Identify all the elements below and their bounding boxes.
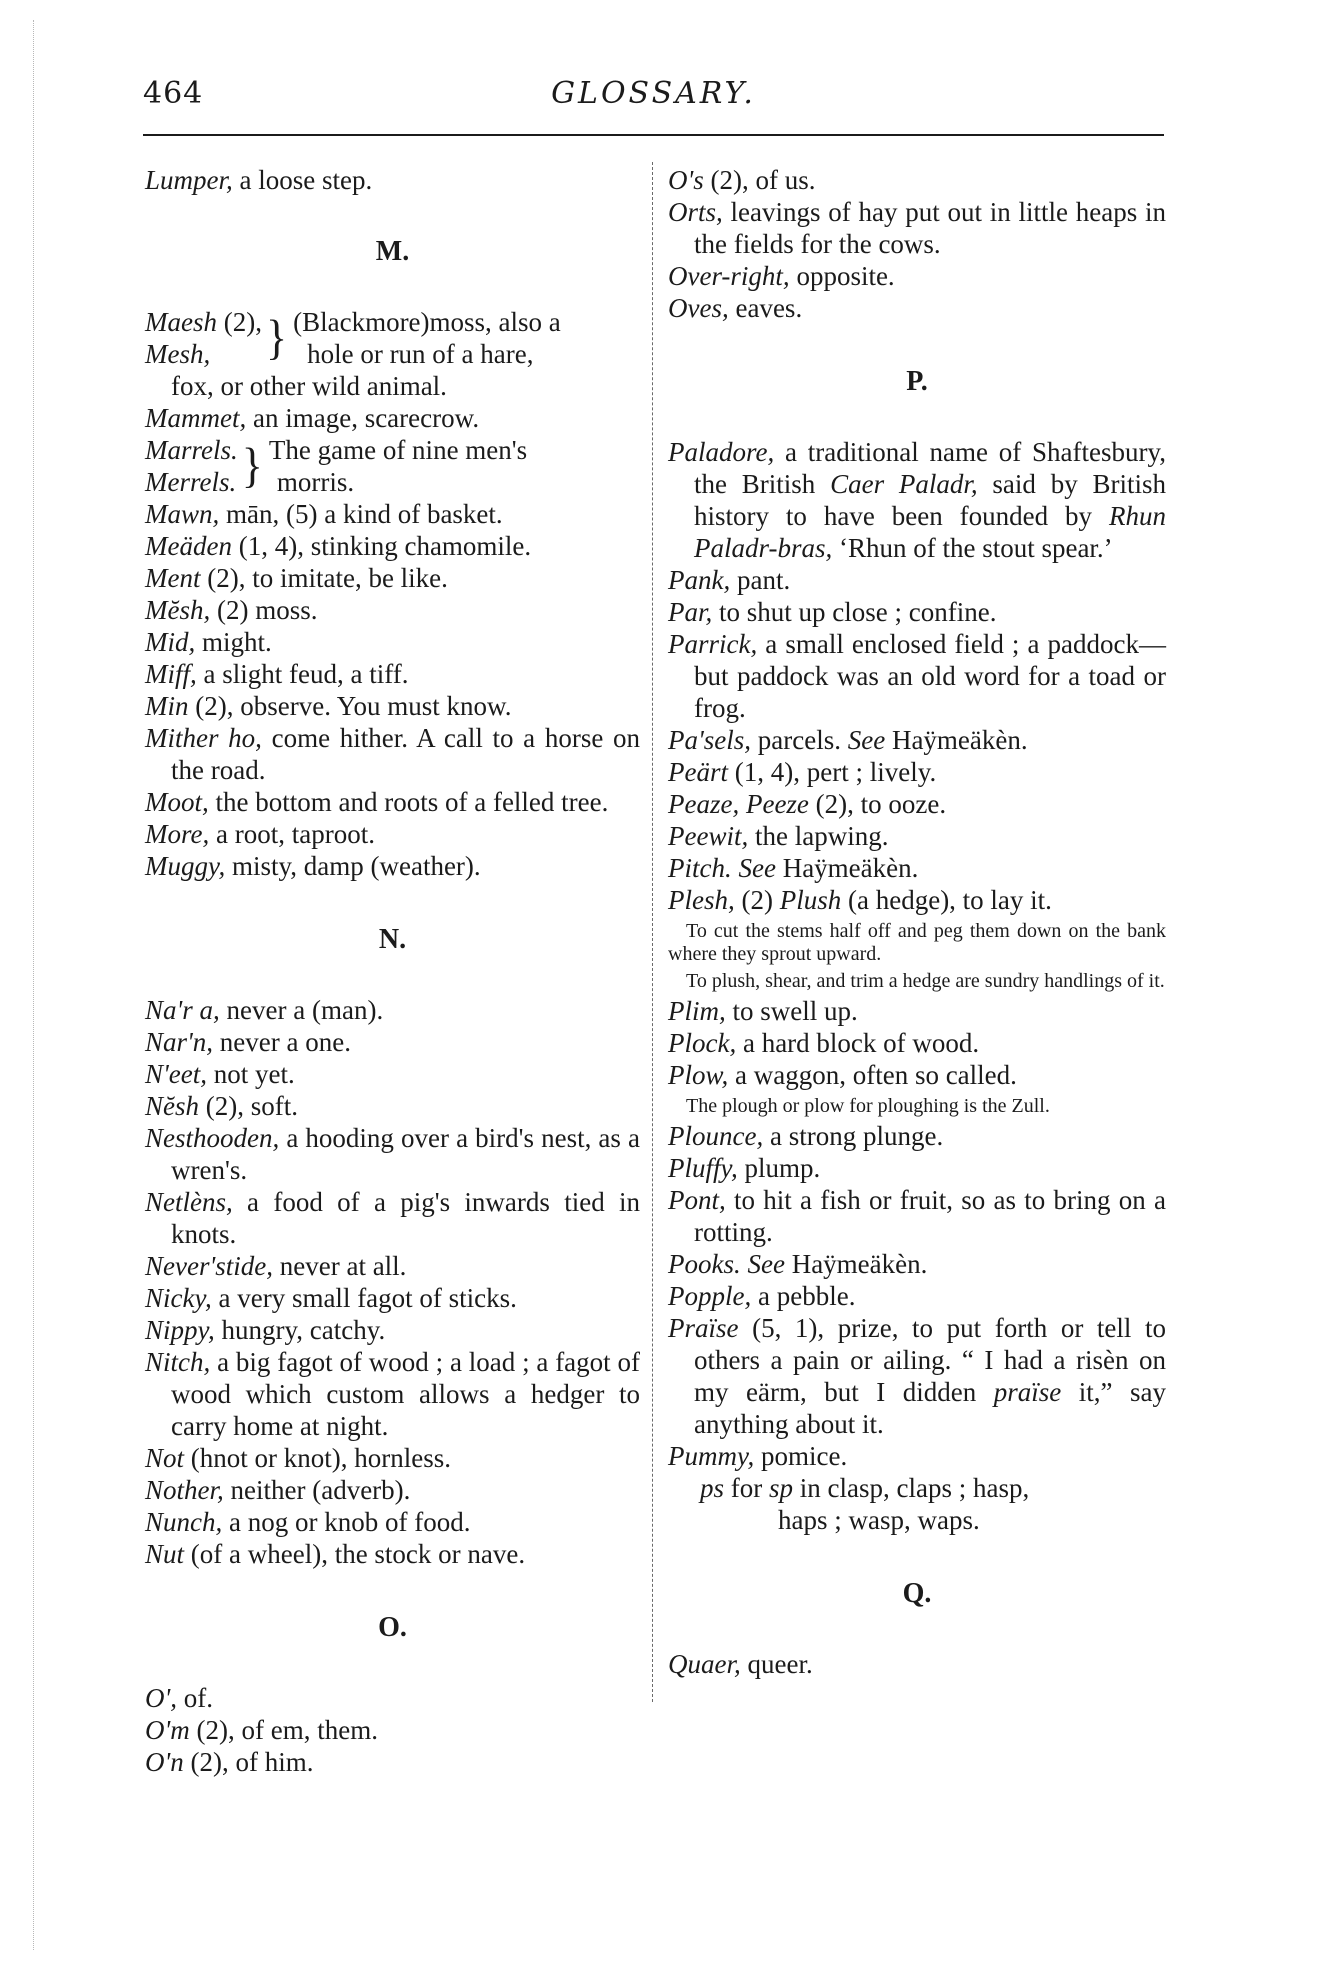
note-ps-sp-cont: haps ; wasp, waps. (778, 1505, 980, 1535)
entry-plock (668, 1027, 1166, 1059)
definition-continued: fox, or other wild animal. (171, 371, 447, 401)
definition: a food of a pig's inwards tied in knots. (171, 1187, 640, 1249)
entry-nesh (145, 1090, 640, 1122)
section-heading-o: O. (378, 1612, 407, 1643)
page-number: 464 (143, 76, 204, 111)
definition: not yet. (207, 1059, 295, 1089)
entry-plim (668, 995, 1166, 1027)
column-divider (652, 162, 653, 1702)
headword: Nut (145, 1539, 185, 1569)
headword: Pluffy, (668, 1153, 738, 1183)
definition: neither (adverb). (223, 1475, 411, 1505)
headword: Mid, (145, 627, 196, 657)
headword: Muggy, (145, 851, 226, 881)
entry-neet (145, 1058, 640, 1090)
entry-pitch: Pitch. See Haÿmeäkèn. (668, 853, 919, 883)
entry-maesh-mesh: Maesh (2), Mesh, } (Blackmore)moss, also a hole or run of a hare, (145, 306, 640, 370)
note-plesh-2: To plush, shear, and trim a hedge are sundry handlings of it. (686, 970, 1165, 992)
headword: Pont, (668, 1185, 726, 1215)
section-heading-n: N. (378, 924, 407, 955)
definition: (of a wheel), the stock or nave. (184, 1539, 526, 1569)
entry-oves (668, 292, 1166, 324)
definition: a strong plunge. (763, 1121, 944, 1151)
headword: Maesh (145, 307, 217, 337)
headword: N'eet, (145, 1059, 208, 1089)
section-heading-p: P. (906, 366, 928, 397)
definition: a slight feud, a tiff. (196, 659, 409, 689)
page-title: GLOSSARY. (551, 76, 756, 111)
headword: Popple, (668, 1281, 752, 1311)
definition: a nog or knob of food. (222, 1507, 471, 1537)
headword: Miff, (145, 659, 197, 689)
entry-pooks: Pooks. See Haÿmeäkèn. (668, 1249, 928, 1279)
definition: a big fagot of wood ; a load ; a fagot of wood which custom allows a hedger to carry home at night. (171, 1347, 640, 1441)
entry-nitch (145, 1346, 640, 1442)
entry-plesh: Plesh, (2) Plush (a hedge), to lay it. (668, 885, 1052, 915)
definition: The game of nine men's (268, 435, 528, 465)
section-heading-m: M. (375, 236, 410, 267)
definition: (2) moss. (210, 595, 318, 625)
headword: Nar'n, (145, 1027, 214, 1057)
headword: Mawn, (145, 499, 220, 529)
headword: Nĕsh (145, 1091, 199, 1121)
headword: Nunch, (145, 1507, 223, 1537)
entry-o (145, 1682, 640, 1714)
entry-mesh-moss (145, 594, 640, 626)
headword: Meäden (145, 531, 232, 561)
entry-more (145, 818, 640, 850)
entry-marrels-merrels (145, 434, 640, 498)
headword: Plesh, (668, 885, 735, 915)
headword: Moot, (145, 787, 209, 817)
headword: Peaze, (668, 789, 740, 819)
definition: hungry, catchy. (214, 1315, 386, 1345)
entry-muggy (145, 850, 640, 882)
entry-mawn (145, 498, 640, 530)
entry-moot (145, 786, 640, 818)
definition: pant. (730, 565, 791, 595)
entry-os (668, 164, 1166, 196)
headword: Pitch. (668, 853, 732, 883)
headword: Plock, (668, 1028, 737, 1058)
definition: to hit a fish or fruit, so as to bring on a rotting. (694, 1185, 1166, 1247)
definition: opposite. (789, 261, 895, 291)
definition: never at all. (273, 1251, 407, 1281)
headword: More, (145, 819, 210, 849)
definition: a loose step. (232, 165, 373, 195)
page-header (143, 76, 1164, 124)
entry-pank (668, 564, 1166, 596)
definition: of. (177, 1683, 214, 1713)
entry-parrick (668, 628, 1166, 724)
entry-plounce (668, 1120, 1166, 1152)
headword: Nother, (145, 1475, 224, 1505)
entry-nar-a (145, 994, 640, 1026)
headword: Mither ho, (145, 723, 262, 753)
brace-glyph: } (241, 438, 263, 493)
definition: might. (195, 627, 272, 657)
entry-quaer: Quaer, queer. (668, 1649, 813, 1679)
entry-pluffy (668, 1152, 1166, 1184)
entry-paladore: Paladore, a traditional name of Shaftesbury, the British Caer Paladr, said by British history to have been founded by Rhun Paladr-bras, ‘Rhun of the stout spear.’ (668, 437, 1166, 563)
entry-nunch (145, 1506, 640, 1538)
definition: a waggon, often so called. (728, 1060, 1017, 1090)
note-plesh-1: To cut the stems half off and peg them down on the bank where they sprout upward. (668, 920, 1166, 965)
headword: Par, (668, 597, 713, 627)
entry-mither-ho (145, 722, 640, 786)
entry-ment (145, 562, 640, 594)
definition: (hnot or knot), hornless. (184, 1443, 451, 1473)
definition: (2), of us. (703, 165, 816, 195)
headword: Nippy, (145, 1315, 215, 1345)
entry-meaden (145, 530, 640, 562)
headword: Ment (145, 563, 201, 593)
headword: Lumper, (145, 165, 233, 195)
definition: to swell up. (725, 996, 858, 1026)
entry-mid (145, 626, 640, 658)
definition: (1, 4), stinking chamomile. (231, 531, 532, 561)
headword: Oves, (668, 293, 729, 323)
section-heading-q: Q. (902, 1578, 932, 1609)
definition: come hither. A call to a horse on the road. (171, 723, 640, 785)
headword: Peärt (668, 757, 728, 787)
right-column (668, 164, 1166, 1680)
entry-netlens (145, 1186, 640, 1250)
definition: (2), of him. (183, 1747, 314, 1777)
headword: O's (668, 165, 704, 195)
definition: (Blackmore)moss, also a (293, 307, 561, 337)
headword: Nicky, (145, 1283, 212, 1313)
definition: (2), soft. (199, 1091, 298, 1121)
note-ps-sp: ps for sp in clasp, claps ; hasp, (700, 1473, 1030, 1503)
entry-peewit: Peewit, the lapwing. (668, 821, 889, 851)
headword: Mesh, (145, 339, 211, 369)
entry-min (145, 690, 640, 722)
definition: an image, scarecrow. (246, 403, 480, 433)
headword: O', (145, 1683, 178, 1713)
headword: Praïse (668, 1313, 739, 1343)
entry-peaze: Peaze, Peeze (2), to ooze. (668, 789, 947, 819)
headword: Over-right, (668, 261, 790, 291)
page-edge-dots (33, 20, 34, 1950)
headword: O'n (145, 1747, 184, 1777)
headword: Never'stide, (145, 1251, 273, 1281)
headword: Orts, (668, 197, 723, 227)
headword: Plush (779, 885, 842, 915)
headword: Mĕsh, (145, 595, 211, 625)
definition: hole or run of a hare, (307, 339, 534, 369)
headword: Na'r a, (145, 995, 220, 1025)
headword: Pummy, (668, 1441, 755, 1471)
headword: Peewit, (668, 821, 749, 851)
entry-nesthooden (145, 1122, 640, 1186)
headword: Plim, (668, 996, 726, 1026)
headword: Quaer, (668, 1649, 741, 1679)
entry-praise: Praïse (5, 1), prize, to put forth or tell to others a pain or ailing. “ I had a risèn on my eärm, but I didden praïse it,” say anything about it. (668, 1313, 1166, 1439)
entry-par (668, 596, 1166, 628)
definition: never a (man). (219, 995, 384, 1025)
headword: Paladore, (668, 437, 775, 467)
entry-orts (668, 196, 1166, 260)
entry-pasels: Pa'sels, parcels. See Haÿmeäkèn. (668, 725, 1028, 755)
definition: misty, damp (weather). (225, 851, 481, 881)
definition: morris. (276, 467, 355, 497)
entry-not (145, 1442, 640, 1474)
headword: Marrels. (145, 435, 238, 465)
definition: a very small fagot of sticks. (211, 1283, 517, 1313)
entry-miff (145, 658, 640, 690)
definition: leavings of hay put out in little heaps in the fields for the cows. (694, 197, 1166, 259)
headword: Parrick, (668, 629, 758, 659)
entry-nut (145, 1538, 640, 1570)
note-plow: The plough or plow for ploughing is the Zull. (686, 1095, 1050, 1117)
entry-nippy (145, 1314, 640, 1346)
definition: (1, 4), pert ; lively. (728, 757, 937, 787)
entry-om (145, 1714, 640, 1746)
entry-plow (668, 1059, 1166, 1091)
brace-glyph: } (265, 310, 288, 365)
entry-nother (145, 1474, 640, 1506)
headword: Peeze (739, 789, 809, 819)
headword: Plounce, (668, 1121, 764, 1151)
headword: Min (145, 691, 189, 721)
definition: eaves. (728, 293, 803, 323)
headword: O'm (145, 1715, 190, 1745)
headword: Nitch, (145, 1347, 211, 1377)
definition: plump. (737, 1153, 821, 1183)
entry-pummy: Pummy, pomice. (668, 1441, 848, 1471)
definition: (2), of em, them. (189, 1715, 378, 1745)
entry-narn (145, 1026, 640, 1058)
entry-popple: Popple, a pebble. (668, 1281, 856, 1311)
definition: (2), observe. You must know. (188, 691, 512, 721)
definition: the bottom and roots of a felled tree. (208, 787, 609, 817)
headword: Mammet, (145, 403, 247, 433)
definition: (2), to imitate, be like. (200, 563, 448, 593)
entry-neverstide (145, 1250, 640, 1282)
definition: a hard block of wood. (736, 1028, 980, 1058)
headword: Netlèns, (145, 1187, 233, 1217)
headword: Plow, (668, 1060, 729, 1090)
entry-lumper (145, 164, 640, 196)
headword: Nesthooden, (145, 1123, 280, 1153)
headword: Pooks. (668, 1249, 741, 1279)
headword: Pa'sels, (668, 725, 752, 755)
headword: Not (145, 1443, 185, 1473)
header-rule (143, 134, 1164, 136)
headword: Pank, (668, 565, 731, 595)
definition: a root, taproot. (209, 819, 375, 849)
entry-pont (668, 1184, 1166, 1248)
definition: to shut up close ; confine. (712, 597, 997, 627)
entry-nicky (145, 1282, 640, 1314)
headword: Merrels. (145, 467, 237, 497)
definition: a hooding over a bird's nest, as a wren's. (171, 1123, 640, 1185)
definition: mān, (5) a kind of basket. (219, 499, 503, 529)
definition: never a one. (213, 1027, 351, 1057)
entry-over-right (668, 260, 1166, 292)
definition: a small enclosed field ; a paddock—but paddock was an old word for a toad or frog. (694, 629, 1166, 723)
entry-on (145, 1746, 640, 1778)
entry-mammet (145, 402, 640, 434)
left-column (145, 164, 640, 1778)
entry-peart (668, 756, 1166, 788)
